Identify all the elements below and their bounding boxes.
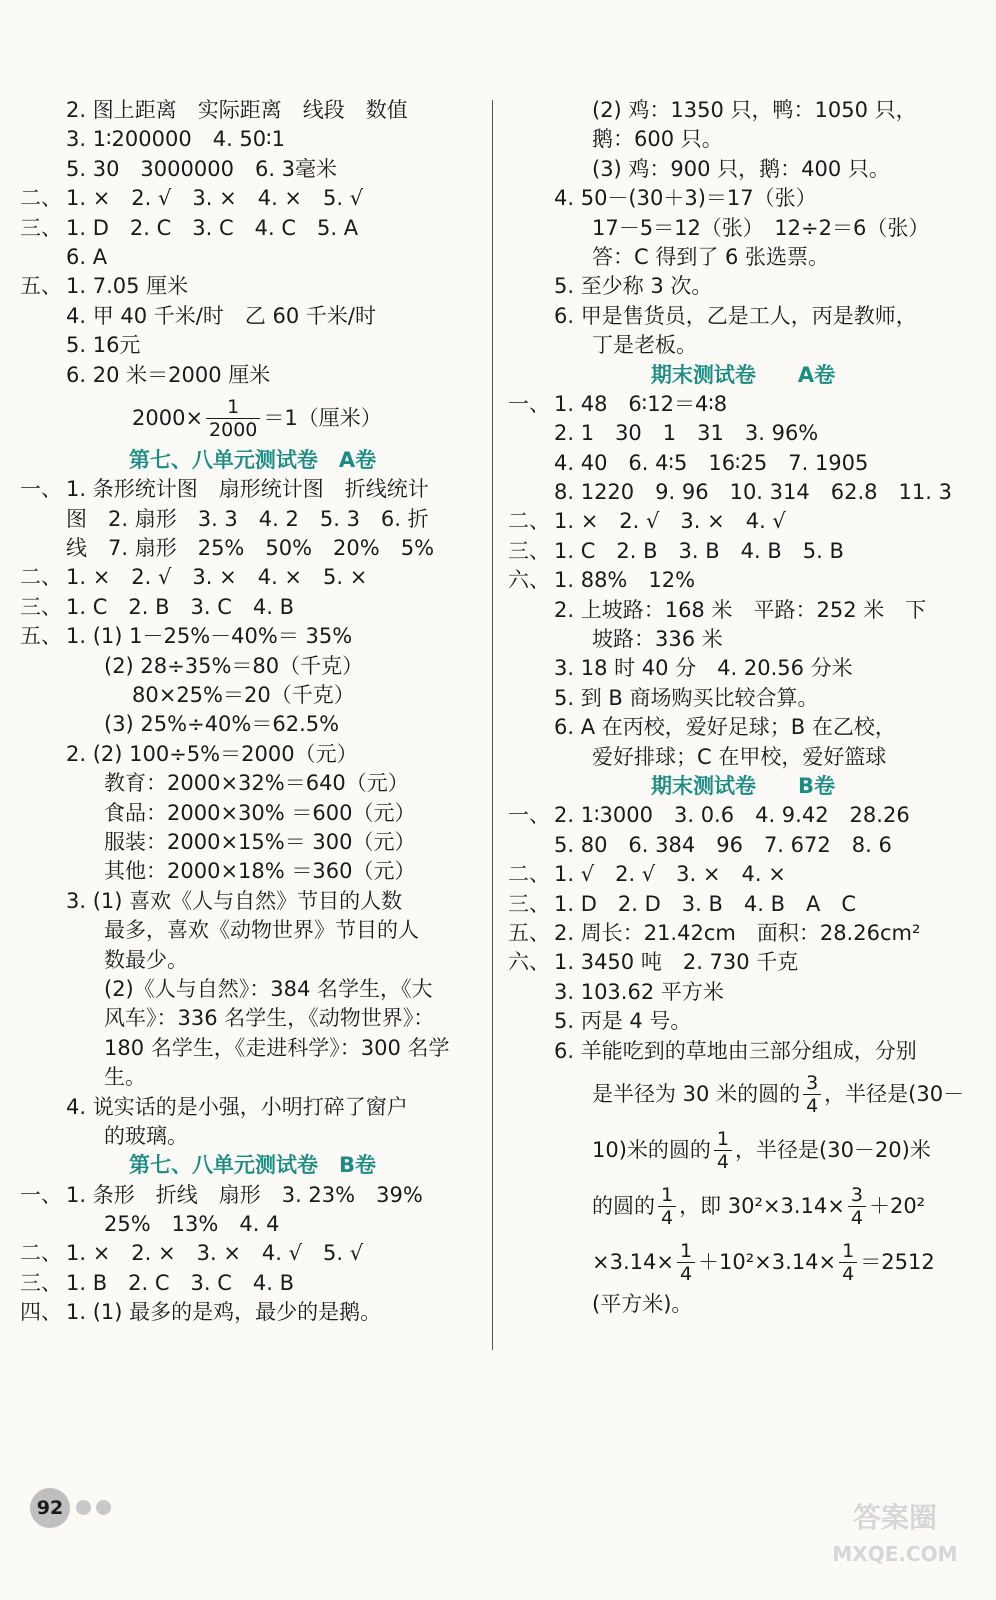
answer-line bbox=[508, 713, 978, 742]
answer-text: 10)米的圆的 bbox=[592, 1137, 711, 1162]
section-number: 一、 bbox=[20, 1182, 62, 1207]
answer-text: 1. 条形统计图 扇形统计图 折线统计 bbox=[66, 477, 429, 502]
answer-line bbox=[20, 1122, 485, 1151]
answer-text: 5. 80 6. 384 96 7. 672 8. 6 bbox=[554, 832, 892, 857]
fraction-denominator: 4 bbox=[716, 1151, 730, 1174]
answer-line bbox=[508, 155, 978, 184]
answer-text: 17－5＝12（张） 12÷2＝6（张） bbox=[592, 215, 930, 240]
answer-text: 食品：2000×30% ＝600（元） bbox=[104, 800, 416, 825]
fraction bbox=[677, 1240, 695, 1285]
answer-line bbox=[508, 684, 978, 713]
answer-text: 1. (1) 1－25%－40%＝ 35% bbox=[66, 624, 353, 649]
answer-line bbox=[508, 1037, 978, 1066]
answer-line bbox=[508, 1234, 978, 1290]
answer-text: 1. D 2. D 3. B 4. B A C bbox=[554, 891, 857, 916]
answer-text: ＝2512 bbox=[860, 1249, 935, 1274]
section-number: 一、 bbox=[508, 391, 550, 416]
answer-line bbox=[508, 801, 978, 830]
answer-text: 6. 20 米＝2000 厘米 bbox=[66, 362, 271, 387]
answer-line bbox=[508, 1122, 978, 1178]
fraction-denominator: 4 bbox=[850, 1207, 863, 1230]
answer-line bbox=[508, 449, 978, 478]
answer-line bbox=[20, 184, 485, 213]
section-number: 三、 bbox=[508, 891, 550, 916]
answer-line bbox=[508, 1178, 978, 1234]
right-column bbox=[508, 96, 978, 1319]
answer-line bbox=[508, 184, 978, 213]
answer-text: 1. B 2. C 3. C 4. B bbox=[66, 1270, 294, 1295]
answer-text: 2000× bbox=[132, 405, 204, 430]
answer-line bbox=[20, 916, 485, 945]
answer-text: ，半径是(30－ bbox=[824, 1081, 965, 1106]
answer-line bbox=[20, 1004, 485, 1033]
answer-text: 1. D 2. C 3. C 4. C 5. A bbox=[66, 215, 359, 240]
answer-line bbox=[508, 654, 978, 683]
answer-line bbox=[20, 505, 485, 534]
section-number: 三、 bbox=[508, 538, 550, 563]
answer-text: ，即 30²×3.14× bbox=[679, 1193, 845, 1218]
watermark-logo bbox=[820, 1500, 970, 1580]
answer-line bbox=[20, 1063, 485, 1092]
answer-text: 5. 30 3000000 6. 3毫米 bbox=[66, 156, 338, 181]
answer-text: (3) 25%÷40%＝62.5% bbox=[104, 712, 340, 737]
section-number: 一、 bbox=[20, 477, 62, 502]
answer-text: (平方米)。 bbox=[592, 1291, 693, 1316]
fraction-denominator: 2000 bbox=[209, 419, 258, 442]
section-number: 五、 bbox=[20, 624, 62, 649]
answer-text: 其他：2000×18% ＝360（元） bbox=[104, 859, 416, 884]
answer-line bbox=[20, 740, 485, 769]
fraction bbox=[206, 396, 260, 441]
answer-line bbox=[508, 919, 978, 948]
section-number: 二、 bbox=[20, 186, 62, 211]
section-number: 三、 bbox=[20, 215, 62, 240]
answer-line bbox=[20, 769, 485, 798]
section-number: 六、 bbox=[508, 568, 550, 593]
answer-line bbox=[20, 946, 485, 975]
answer-text: 6. 甲是售货员，乙是工人，丙是教师， bbox=[554, 303, 917, 328]
answer-line bbox=[20, 534, 485, 563]
answer-line bbox=[508, 331, 978, 360]
answer-text: (3) 鸡：900 只，鹅：400 只。 bbox=[592, 156, 890, 181]
decorative-dot bbox=[76, 1500, 91, 1515]
section-number: 三、 bbox=[20, 594, 62, 619]
answer-line bbox=[20, 1269, 485, 1298]
answer-line bbox=[508, 596, 978, 625]
answer-line bbox=[20, 710, 485, 739]
answer-text: 1. × 2. √ 3. × 4. × 5. × bbox=[66, 565, 368, 590]
answer-line bbox=[508, 1007, 978, 1036]
section-number: 三、 bbox=[20, 1270, 62, 1295]
answer-text: ，半径是(30－20)米 bbox=[735, 1137, 931, 1162]
watermark-url: MXQE.COM bbox=[832, 1542, 958, 1566]
answer-text: 教育：2000×32%＝640（元） bbox=[104, 771, 409, 796]
fraction bbox=[714, 1128, 732, 1173]
answer-text: 答：C 得到了 6 张选票。 bbox=[592, 244, 830, 269]
answer-text: 坡路：336 米 bbox=[592, 627, 723, 652]
answer-line bbox=[508, 243, 978, 272]
answer-text: (2) 28÷35%＝80（千克） bbox=[104, 653, 364, 678]
answer-text: (2) 鸡：1350 只，鸭：1050 只， bbox=[592, 98, 917, 122]
answer-text: ＝1（厘米） bbox=[263, 405, 382, 430]
answer-line bbox=[20, 1181, 485, 1210]
answer-text: 4. 40 6. 4∶5 16∶25 7. 1905 bbox=[554, 450, 869, 475]
answer-text: 1. 88% 12% bbox=[554, 568, 696, 593]
answer-line bbox=[20, 155, 485, 184]
answer-text: 1. 3450 吨 2. 730 千克 bbox=[554, 950, 799, 975]
heading-text: 期末测试卷 A卷 bbox=[650, 362, 836, 387]
answer-text: 5. 到 B 商场购买比较合算。 bbox=[554, 685, 819, 710]
answer-text: 6. A bbox=[66, 244, 108, 269]
answer-text: (2)《人与自然》：384 名学生，《大 bbox=[104, 976, 433, 1001]
answer-text: 8. 1220 9. 96 10. 314 62.8 11. 3 bbox=[554, 480, 952, 505]
answer-text: 是半径为 30 米的圆的 bbox=[592, 1081, 801, 1106]
answer-text: 5. 16元 bbox=[66, 333, 141, 358]
answer-line bbox=[508, 478, 978, 507]
column-divider bbox=[492, 100, 493, 1350]
heading-text: 期末测试卷 B卷 bbox=[650, 773, 835, 798]
page-number: 92 bbox=[30, 1488, 70, 1528]
fraction-numerator: 1 bbox=[839, 1240, 857, 1263]
answer-text: 1. √ 2. √ 3. × 4. × bbox=[554, 862, 786, 887]
section-number: 五、 bbox=[20, 274, 62, 299]
answer-line bbox=[20, 563, 485, 592]
fraction bbox=[658, 1184, 676, 1229]
answer-line bbox=[20, 652, 485, 681]
answer-text: 风车》：336 名学生，《动物世界》： bbox=[104, 1006, 435, 1031]
answer-line bbox=[20, 1034, 485, 1063]
section-number: 一、 bbox=[508, 803, 550, 828]
answer-text: 2. 1∶3000 3. 0.6 4. 9.42 28.26 bbox=[554, 803, 910, 828]
left-column bbox=[20, 96, 485, 1328]
fraction bbox=[848, 1184, 866, 1229]
answer-text: 2. 图上距离 实际距离 线段 数值 bbox=[66, 98, 408, 122]
fraction-numerator: 1 bbox=[714, 1128, 732, 1151]
answer-line bbox=[20, 799, 485, 828]
answer-text: 2. 周长：21.42cm 面积：28.26cm² bbox=[554, 920, 921, 945]
answer-line bbox=[20, 975, 485, 1004]
answer-text: 25% 13% 4. 4 bbox=[104, 1212, 280, 1237]
section-number: 五、 bbox=[508, 920, 550, 945]
answer-line bbox=[508, 831, 978, 860]
answer-line bbox=[508, 1290, 978, 1319]
fraction bbox=[839, 1240, 857, 1285]
answer-text: 1. 48 6∶12＝4∶8 bbox=[554, 391, 728, 416]
answer-text: 图 2. 扇形 3. 3 4. 2 5. 3 6. 折 bbox=[66, 506, 429, 531]
answer-text: 2. 上坡路：168 米 平路：252 米 下 bbox=[554, 597, 927, 622]
fraction-numerator: 3 bbox=[803, 1072, 821, 1095]
answer-text: 1. × 2. × 3. × 4. √ 5. √ bbox=[66, 1241, 364, 1266]
answer-text: 1. 条形 折线 扇形 3. 23% 39% bbox=[66, 1182, 423, 1207]
answer-text: ＋20² bbox=[868, 1193, 926, 1218]
section-number: 二、 bbox=[20, 565, 62, 590]
answer-line bbox=[508, 890, 978, 919]
answer-line bbox=[508, 625, 978, 654]
answer-line bbox=[20, 1298, 485, 1327]
answer-line bbox=[20, 1210, 485, 1239]
section-number: 二、 bbox=[508, 509, 550, 534]
section-heading bbox=[508, 772, 978, 801]
section-number: 六、 bbox=[508, 950, 550, 975]
fraction-numerator: 1 bbox=[677, 1240, 695, 1263]
fraction-numerator: 1 bbox=[658, 1184, 676, 1207]
answer-text: 线 7. 扇形 25% 50% 20% 5% bbox=[66, 536, 435, 561]
section-number: 二、 bbox=[508, 862, 550, 887]
answer-line bbox=[20, 593, 485, 622]
answer-line bbox=[20, 1239, 485, 1268]
answer-text: 4. 说实话的是小强，小明打碎了窗户 bbox=[66, 1094, 408, 1119]
answer-text: ＋10²×3.14× bbox=[698, 1249, 837, 1274]
answer-line bbox=[508, 214, 978, 243]
answer-text: 80×25%＝20（千克） bbox=[132, 683, 355, 708]
answer-line bbox=[508, 125, 978, 154]
fraction-denominator: 4 bbox=[661, 1207, 674, 1230]
answer-text: 2. 1 30 1 31 3. 96% bbox=[554, 421, 819, 446]
answer-line bbox=[508, 566, 978, 595]
answer-line bbox=[20, 243, 485, 272]
answer-text: 生。 bbox=[104, 1065, 146, 1090]
decorative-dot bbox=[96, 1500, 111, 1515]
heading-text: 第七、八单元测试卷 B卷 bbox=[128, 1153, 376, 1178]
answer-line bbox=[20, 828, 485, 857]
fraction-numerator: 3 bbox=[848, 1184, 866, 1207]
answer-text: 1. × 2. √ 3. × 4. × 5. √ bbox=[66, 186, 364, 211]
answer-line bbox=[20, 390, 485, 446]
answer-line bbox=[508, 948, 978, 977]
answer-line bbox=[508, 860, 978, 889]
section-heading bbox=[20, 446, 485, 475]
answer-text: 数最少。 bbox=[104, 947, 188, 972]
answer-line bbox=[20, 96, 485, 125]
fraction-denominator: 4 bbox=[842, 1263, 855, 1286]
answer-line bbox=[508, 537, 978, 566]
section-heading bbox=[508, 361, 978, 390]
answer-text: 的圆的 bbox=[592, 1193, 655, 1218]
answer-line bbox=[20, 331, 485, 360]
answer-text: 3. 1∶200000 4. 50∶1 bbox=[66, 127, 285, 152]
answer-text: 180 名学生，《走进科学》：300 名学 bbox=[104, 1035, 450, 1060]
answer-text: 3. 18 时 40 分 4. 20.56 分米 bbox=[554, 656, 853, 681]
answer-line bbox=[508, 743, 978, 772]
answer-line bbox=[20, 361, 485, 390]
answer-line bbox=[20, 302, 485, 331]
heading-text: 第七、八单元测试卷 A卷 bbox=[128, 447, 377, 472]
fraction bbox=[803, 1072, 821, 1117]
answer-text: 1. C 2. B 3. B 4. B 5. B bbox=[554, 538, 844, 563]
answer-line bbox=[508, 96, 978, 125]
answer-text: 2. (2) 100÷5%＝2000（元） bbox=[66, 741, 358, 766]
section-number: 二、 bbox=[20, 1241, 62, 1266]
answer-text: 3. (1) 喜欢《人与自然》节目的人数 bbox=[66, 888, 403, 913]
answer-text: 服装：2000×15%＝ 300（元） bbox=[104, 829, 416, 854]
answer-text: 4. 甲 40 千米/时 乙 60 千米/时 bbox=[66, 303, 377, 328]
answer-text: 6. A 在丙校，爱好足球；B 在乙校， bbox=[554, 715, 896, 740]
answer-text: 5. 丙是 4 号。 bbox=[554, 1009, 692, 1034]
answer-text: 3. 103.62 平方米 bbox=[554, 979, 724, 1004]
answer-line bbox=[508, 272, 978, 301]
answer-line bbox=[20, 272, 485, 301]
answer-text: 鹅：600 只。 bbox=[592, 127, 723, 152]
section-heading bbox=[20, 1151, 485, 1180]
answer-text: 的玻璃。 bbox=[104, 1123, 188, 1148]
answer-line bbox=[508, 302, 978, 331]
answer-line bbox=[20, 125, 485, 154]
answer-line bbox=[508, 419, 978, 448]
answer-line bbox=[508, 507, 978, 536]
answer-text: 5. 至少称 3 次。 bbox=[554, 274, 713, 299]
answer-line bbox=[20, 1093, 485, 1122]
answer-line bbox=[508, 1066, 978, 1122]
answer-text: 1. C 2. B 3. C 4. B bbox=[66, 594, 294, 619]
answer-line bbox=[508, 978, 978, 1007]
answer-line bbox=[20, 622, 485, 651]
answer-line bbox=[20, 857, 485, 886]
fraction-denominator: 4 bbox=[679, 1263, 693, 1286]
answer-line bbox=[508, 390, 978, 419]
answer-text: 6. 羊能吃到的草地由三部分组成，分别 bbox=[554, 1038, 917, 1063]
answer-text: 最多，喜欢《动物世界》节目的人 bbox=[104, 918, 419, 943]
answer-text: ×3.14× bbox=[592, 1249, 674, 1274]
fraction-denominator: 4 bbox=[806, 1095, 819, 1118]
answer-line bbox=[20, 214, 485, 243]
answer-text: 爱好排球；C 在甲校，爱好篮球 bbox=[592, 744, 887, 769]
answer-text: 1. 7.05 厘米 bbox=[66, 274, 189, 299]
answer-line bbox=[20, 475, 485, 504]
answer-text: 1. × 2. √ 3. × 4. √ bbox=[554, 509, 786, 534]
answer-text: 4. 50－(30＋3)＝17（张） bbox=[554, 186, 817, 211]
answer-text: 丁是老板。 bbox=[592, 333, 697, 358]
section-number: 四、 bbox=[20, 1300, 62, 1325]
fraction-numerator: 1 bbox=[206, 396, 260, 419]
answer-line bbox=[20, 887, 485, 916]
answer-text: 1. (1) 最多的是鸡，最少的是鹅。 bbox=[66, 1300, 382, 1325]
watermark-text: 答案圈 bbox=[852, 1501, 937, 1534]
answer-line bbox=[20, 681, 485, 710]
